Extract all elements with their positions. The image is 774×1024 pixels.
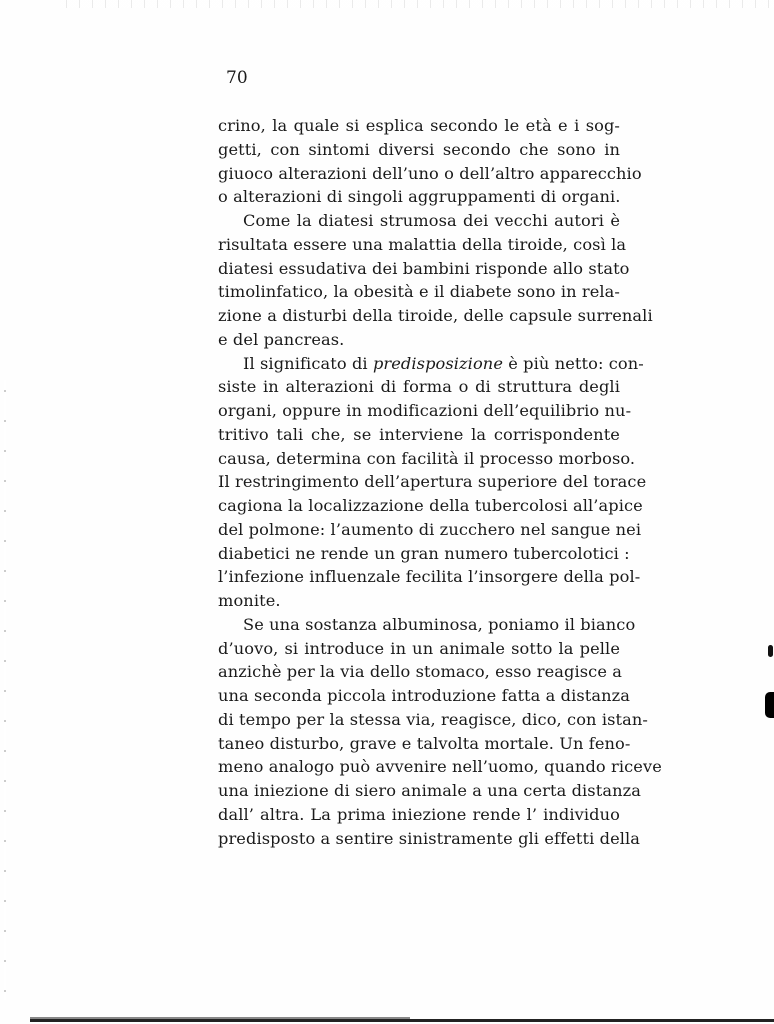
text-line: e del pancreas. (218, 329, 345, 349)
text-line: cagiona la localizzazione della tubercolosi all’apice (218, 496, 643, 515)
text-line: Come la diatesi strumosa dei vecchi autori è (243, 211, 620, 230)
text-line: timolinfatico, la obesità e il diabete sono in rela- (218, 282, 620, 302)
text-segment: Il significato di (243, 353, 373, 373)
text-line: Se una sostanza albuminosa, poniamo il bianco (243, 614, 636, 634)
text-line: una iniezione di siero animale a una certa distanza (218, 781, 641, 800)
scan-edge-bottom (30, 1019, 774, 1022)
text-line: taneo disturbo, grave e talvolta mortale. Un feno- (218, 733, 631, 753)
text-line: monite. (218, 591, 281, 610)
text-line: una seconda piccola introduzione fatta a distanza (218, 686, 631, 705)
text-line: l’infezione influenzale fecilita l’insorgere della pol- (218, 567, 641, 587)
italic-term: predisposizione (372, 353, 504, 373)
text-line: predisposto a sentire sinistramente gli effetti della (218, 828, 641, 848)
scan-edge-left (4, 380, 6, 1000)
text-line: organi, oppure in modificazioni dell’equilibrio nu- (218, 401, 632, 420)
text-line: diatesi essudativa dei bambini risponde allo stato (218, 258, 630, 278)
scan-artifact (768, 645, 773, 657)
text-line (243, 353, 644, 375)
page-number: 70 (226, 68, 248, 88)
text-line: meno analogo può avvenire nell’uomo, quando riceve (218, 757, 662, 777)
text-line: siste in alterazioni di forma o di struttura degli (218, 377, 620, 397)
text-line: zione a disturbi della tiroide, delle capsule surrenali (218, 306, 653, 325)
text-line: dall’ altra. La prima iniezione rende l’ individuo (218, 804, 620, 824)
scan-edge-top (60, 0, 774, 8)
text-line: di tempo per la stessa via, reagisce, dico, con istan- (218, 709, 648, 729)
text-line: Il restringimento dell’apertura superiore del torace (218, 472, 647, 492)
text-line: d’uovo, si introduce in un animale sotto la pelle (218, 638, 620, 658)
text-line: giuoco alterazioni dell’uno o dell’altro apparecchio (218, 163, 642, 183)
text-line: causa, determina con facilità il processo morboso. (218, 448, 636, 468)
text-line: del polmone: l’aumento di zucchero nel sangue nei (218, 519, 642, 539)
text-line: o alterazioni di singoli aggruppamenti di organi. (218, 187, 621, 207)
text-line: getti, con sintomi diversi secondo che sono in (218, 139, 620, 159)
scan-artifact (765, 692, 774, 718)
text-line: crino, la quale si esplica secondo le età e i sog- (218, 116, 620, 135)
text-line: anzichè per la via dello stomaco, esso reagisce a (218, 662, 623, 682)
text-line: diabetici ne rende un gran numero tubercolotici : (218, 543, 630, 563)
text-line: tritivo tali che, se interviene la corrispondente (218, 424, 620, 444)
text-segment: è più netto: con- (503, 353, 644, 373)
text-line: risultata essere una malattia della tiroide, così la (218, 234, 627, 254)
